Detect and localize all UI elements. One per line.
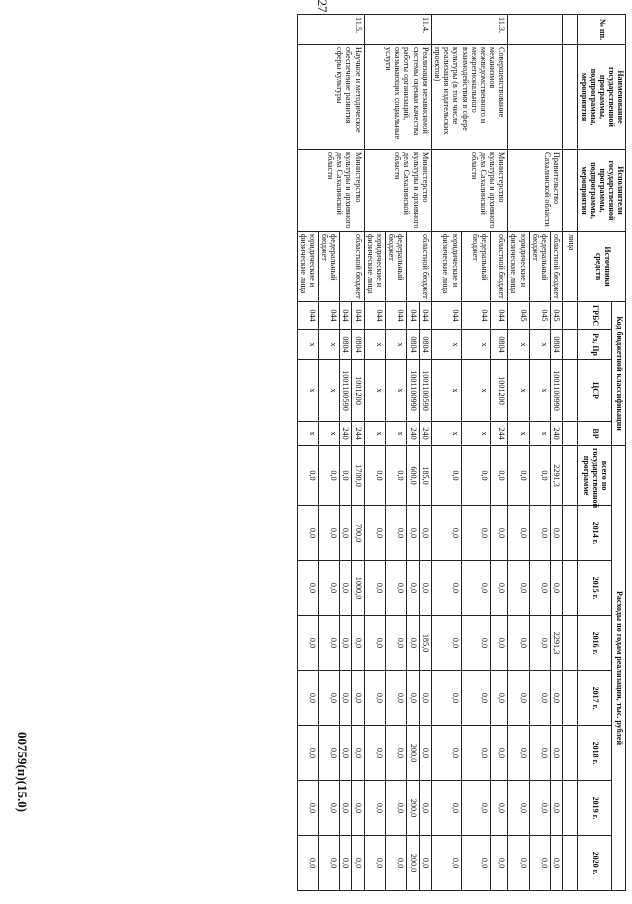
vr-cell: x	[508, 422, 529, 446]
grbs-cell: 044	[419, 302, 431, 330]
header-total: всего по государственной программе	[578, 446, 612, 506]
year-value-cell: 0,0	[352, 671, 364, 726]
year-value-cell: 0,0	[508, 616, 529, 671]
header-year: 2016 г.	[578, 616, 612, 671]
source-cell: федеральный бюджет	[461, 232, 491, 302]
vr-cell: 240	[407, 422, 419, 446]
year-value-cell: 700,0	[352, 506, 364, 561]
vr-cell: x	[386, 422, 407, 446]
year-value-cell: 0,0	[491, 781, 508, 836]
year-value-cell: 0,0	[318, 561, 339, 616]
grbs-cell: 045	[508, 302, 529, 330]
grbs-cell: 044	[297, 302, 318, 330]
year-value-cell: 0,0	[419, 506, 431, 561]
header-expenses: Расходы по годам реализации, тыс. рублей	[612, 446, 626, 891]
source-cell: федеральный бюджет	[529, 232, 550, 302]
csr-cell: 1001100990	[551, 360, 563, 422]
year-value-cell: 0,0	[352, 836, 364, 891]
year-value-cell: 0,0	[508, 506, 529, 561]
header-name: Наименование государственной программы, подпрограммы, мероприятия	[578, 45, 626, 150]
vr-cell: x	[529, 422, 550, 446]
rz-cell: x	[529, 330, 550, 360]
year-value-cell: 0,0	[461, 836, 491, 891]
year-value-cell: 0,0	[407, 561, 419, 616]
csr-cell: x	[431, 360, 461, 422]
csr-cell: 1001100990	[407, 360, 419, 422]
year-value-cell: 0,0	[529, 561, 550, 616]
table-row	[551, 15, 563, 891]
table-row	[491, 15, 508, 891]
vr-cell: 240	[340, 422, 352, 446]
year-value-cell: 0,0	[461, 726, 491, 781]
year-value-cell: 0,0	[340, 781, 352, 836]
year-value-cell: 0,0	[340, 836, 352, 891]
year-value-cell: 0,0	[508, 561, 529, 616]
year-value-cell: 0,0	[529, 726, 550, 781]
vr-cell: x	[318, 422, 339, 446]
year-value-cell: 0,0	[551, 726, 563, 781]
year-value-cell: 0,0	[386, 506, 407, 561]
table-row	[419, 15, 431, 891]
grbs-cell: 044	[318, 302, 339, 330]
year-value-cell: 0,0	[529, 616, 550, 671]
source-cell: федеральный бюджет	[386, 232, 407, 302]
rz-cell: x	[297, 330, 318, 360]
year-value-cell: 0,0	[529, 781, 550, 836]
year-value-cell: 0,0	[508, 726, 529, 781]
csr-cell: 1001100590	[419, 360, 431, 422]
year-value-cell: 0,0	[419, 781, 431, 836]
header-year: 2015 г.	[578, 561, 612, 616]
source-cell: областной бюджет	[407, 232, 431, 302]
year-value-cell: 2291,3	[551, 616, 563, 671]
year-value-cell: 0,0	[491, 616, 508, 671]
executor-name: Министерство культуры и архивного дела Сахалинской области	[431, 150, 508, 232]
year-value-cell: 0,0	[461, 671, 491, 726]
year-value-cell: 0,0	[318, 671, 339, 726]
year-value-cell: 0,0	[318, 506, 339, 561]
year-value-cell: 0,0	[551, 781, 563, 836]
source-cell: юридические и физические лица	[508, 232, 529, 302]
year-value-cell: 0,0	[419, 671, 431, 726]
rz-cell: x	[364, 330, 385, 360]
table-body	[297, 15, 578, 891]
vr-cell: 244	[352, 422, 364, 446]
header-budget-code: Код бюджетной классификации	[612, 302, 626, 446]
year-value-cell: 0,0	[407, 506, 419, 561]
year-value-cell: 0,0	[431, 781, 461, 836]
table-row	[352, 15, 364, 891]
header-rz: Рз, Пр	[578, 330, 612, 360]
grbs-cell: 044	[352, 302, 364, 330]
year-value-cell: 0,0	[340, 506, 352, 561]
year-value-cell: 0,0	[297, 616, 318, 671]
year-value-cell: 0,0	[491, 561, 508, 616]
row-number: 11.3.	[431, 15, 508, 45]
year-value-cell: 0,0	[386, 671, 407, 726]
year-value-cell: 0,0	[364, 781, 385, 836]
total-cell: 185,0	[419, 446, 431, 506]
year-value-cell: 0,0	[297, 781, 318, 836]
year-value-cell: 0,0	[508, 671, 529, 726]
year-value-cell: 0,0	[431, 671, 461, 726]
vr-cell: x	[364, 422, 385, 446]
rz-cell: 0804	[419, 330, 431, 360]
source-cell: юридические и физические лица	[297, 232, 318, 302]
year-value-cell: 0,0	[529, 671, 550, 726]
rz-cell: 0804	[340, 330, 352, 360]
measure-name: Научное и методическое обеспечение развития сферы культуры	[297, 45, 364, 150]
total-cell: 0,0	[297, 446, 318, 506]
document-code: 00759(п)(15.0)	[15, 731, 30, 813]
rz-cell: 0804	[551, 330, 563, 360]
year-value-cell: 0,0	[461, 616, 491, 671]
source-cell: областной бюджет	[491, 232, 508, 302]
csr-cell: 1001200	[352, 360, 364, 422]
year-value-cell: 0,0	[551, 671, 563, 726]
total-cell: 2291,3	[551, 446, 563, 506]
vr-cell: 244	[491, 422, 508, 446]
csr-cell: x	[461, 360, 491, 422]
measure-name: Совершенствование механизмов межведомственного и межрегионального взаимодействия в сфере культуры (в том числе реализация издательских проектов)	[431, 45, 508, 150]
rz-cell: x	[461, 330, 491, 360]
csr-cell: 1001100590	[340, 360, 352, 422]
header-year: 2018 г.	[578, 726, 612, 781]
row-number: 11.4.	[364, 15, 431, 45]
year-value-cell: 0,0	[431, 616, 461, 671]
year-value-cell: 0,0	[364, 561, 385, 616]
header-year: 2017 г.	[578, 671, 612, 726]
year-value-cell: 0,0	[318, 781, 339, 836]
vr-cell: 240	[551, 422, 563, 446]
year-value-cell: 0,0	[491, 671, 508, 726]
year-value-cell: 0,0	[297, 561, 318, 616]
grbs-cell: 045	[529, 302, 550, 330]
rz-cell: x	[431, 330, 461, 360]
grbs-cell: 044	[491, 302, 508, 330]
table-row	[563, 15, 578, 891]
year-value-cell: 0,0	[352, 726, 364, 781]
total-cell: 0,0	[386, 446, 407, 506]
year-value-cell: 0,0	[529, 506, 550, 561]
year-value-cell: 0,0	[407, 616, 419, 671]
year-value-cell: 0,0	[386, 781, 407, 836]
year-value-cell: 0,0	[386, 726, 407, 781]
grbs-cell: 044	[407, 302, 419, 330]
grbs-cell: 044	[461, 302, 491, 330]
year-value-cell: 0,0	[297, 836, 318, 891]
header-grbs: ГРБС	[578, 302, 612, 330]
header-num: № пп.	[578, 15, 626, 45]
rz-cell: x	[508, 330, 529, 360]
header-source: Источники средств	[578, 232, 626, 302]
vr-cell: x	[431, 422, 461, 446]
year-value-cell: 185,0	[419, 616, 431, 671]
year-value-cell: 0,0	[297, 671, 318, 726]
measure-name: Реализация независимой системы оценки качества работы организаций, оказывающих социальные услуги	[364, 45, 431, 150]
year-value-cell: 1000,0	[352, 561, 364, 616]
year-value-cell: 200,0	[407, 836, 419, 891]
total-cell: 0,0	[529, 446, 550, 506]
source-cell: федеральный бюджет	[318, 232, 339, 302]
year-value-cell: 0,0	[352, 616, 364, 671]
year-value-cell: 0,0	[431, 561, 461, 616]
header-executor: Исполнители государственной программы, подпрограммы, мероприятия	[578, 150, 626, 232]
year-value-cell: 0,0	[340, 616, 352, 671]
year-value-cell: 0,0	[318, 726, 339, 781]
year-value-cell: 0,0	[364, 836, 385, 891]
year-value-cell: 0,0	[407, 671, 419, 726]
vr-cell: x	[461, 422, 491, 446]
rz-cell: x	[386, 330, 407, 360]
year-value-cell: 0,0	[340, 671, 352, 726]
vr-cell: x	[297, 422, 318, 446]
csr-cell: x	[318, 360, 339, 422]
year-value-cell: 0,0	[364, 506, 385, 561]
rz-cell: x	[318, 330, 339, 360]
year-value-cell: 0,0	[419, 836, 431, 891]
grbs-cell: 044	[431, 302, 461, 330]
executor-name: Министерство культуры и архивного дела Сахалинской области	[297, 150, 364, 232]
total-cell: 0,0	[491, 446, 508, 506]
csr-cell: x	[364, 360, 385, 422]
header-csr: ЦСР	[578, 360, 612, 422]
year-value-cell: 0,0	[431, 726, 461, 781]
year-value-cell: 0,0	[297, 506, 318, 561]
year-value-cell: 0,0	[461, 506, 491, 561]
year-value-cell: 0,0	[364, 726, 385, 781]
year-value-cell: 0,0	[419, 561, 431, 616]
year-value-cell: 0,0	[386, 836, 407, 891]
total-cell: 0,0	[431, 446, 461, 506]
total-cell: 0,0	[364, 446, 385, 506]
year-value-cell: 0,0	[431, 506, 461, 561]
year-value-cell: 0,0	[318, 836, 339, 891]
year-value-cell: 0,0	[431, 836, 461, 891]
vr-cell: 240	[419, 422, 431, 446]
year-value-cell: 0,0	[491, 836, 508, 891]
csr-cell: x	[386, 360, 407, 422]
rz-cell: 0804	[407, 330, 419, 360]
header-year: 2020 г.	[578, 836, 612, 891]
total-cell: 0,0	[318, 446, 339, 506]
year-value-cell: 0,0	[529, 836, 550, 891]
year-value-cell: 0,0	[364, 616, 385, 671]
page-number: 27	[315, 0, 330, 13]
year-value-cell: 0,0	[461, 561, 491, 616]
year-value-cell: 200,0	[407, 781, 419, 836]
budget-table	[297, 14, 626, 891]
header-year: 2014 г.	[578, 506, 612, 561]
row-number: 11.5.	[297, 15, 364, 45]
total-cell: 1700,0	[352, 446, 364, 506]
total-cell: 0,0	[508, 446, 529, 506]
total-cell: 0,0	[461, 446, 491, 506]
source-cell: областной бюджет	[340, 232, 364, 302]
year-value-cell: 0,0	[461, 781, 491, 836]
year-value-cell: 0,0	[508, 836, 529, 891]
budget-table-rotated	[46, 14, 626, 890]
year-value-cell: 200,0	[407, 726, 419, 781]
year-value-cell: 0,0	[491, 726, 508, 781]
year-value-cell: 0,0	[340, 726, 352, 781]
grbs-cell: 045	[551, 302, 563, 330]
year-value-cell: 0,0	[551, 561, 563, 616]
year-value-cell: 0,0	[340, 561, 352, 616]
grbs-cell: 044	[386, 302, 407, 330]
grbs-cell: 044	[340, 302, 352, 330]
year-value-cell: 0,0	[352, 781, 364, 836]
measure-name	[508, 45, 563, 150]
csr-cell: x	[297, 360, 318, 422]
grbs-cell: 044	[364, 302, 385, 330]
rz-cell: 0804	[352, 330, 364, 360]
source-cell: юридические и физические лица	[364, 232, 385, 302]
year-value-cell: 0,0	[551, 506, 563, 561]
year-value-cell: 0,0	[318, 616, 339, 671]
total-cell: 0,0	[340, 446, 352, 506]
year-value-cell: 0,0	[364, 671, 385, 726]
csr-cell: 1001200	[491, 360, 508, 422]
year-value-cell: 0,0	[386, 561, 407, 616]
rz-cell: 0804	[491, 330, 508, 360]
year-value-cell: 0,0	[419, 726, 431, 781]
csr-cell: x	[508, 360, 529, 422]
source-cell: лица	[563, 232, 578, 302]
year-value-cell: 0,0	[551, 836, 563, 891]
executor-name: Министерство культуры и архивного дела Сахалинской области	[364, 150, 431, 232]
source-cell: областной бюджет	[551, 232, 563, 302]
year-value-cell: 0,0	[491, 506, 508, 561]
year-value-cell: 0,0	[508, 781, 529, 836]
year-value-cell: 0,0	[297, 726, 318, 781]
total-cell: 600,0	[407, 446, 419, 506]
source-cell: юридические и физические лица	[431, 232, 461, 302]
executor-name: Правительство Сахалинской области	[508, 150, 563, 232]
header-vr: ВР	[578, 422, 612, 446]
row-number	[508, 15, 563, 45]
csr-cell: x	[529, 360, 550, 422]
header-year: 2019 г.	[578, 781, 612, 836]
year-value-cell: 0,0	[386, 616, 407, 671]
header-row-1	[612, 15, 626, 891]
